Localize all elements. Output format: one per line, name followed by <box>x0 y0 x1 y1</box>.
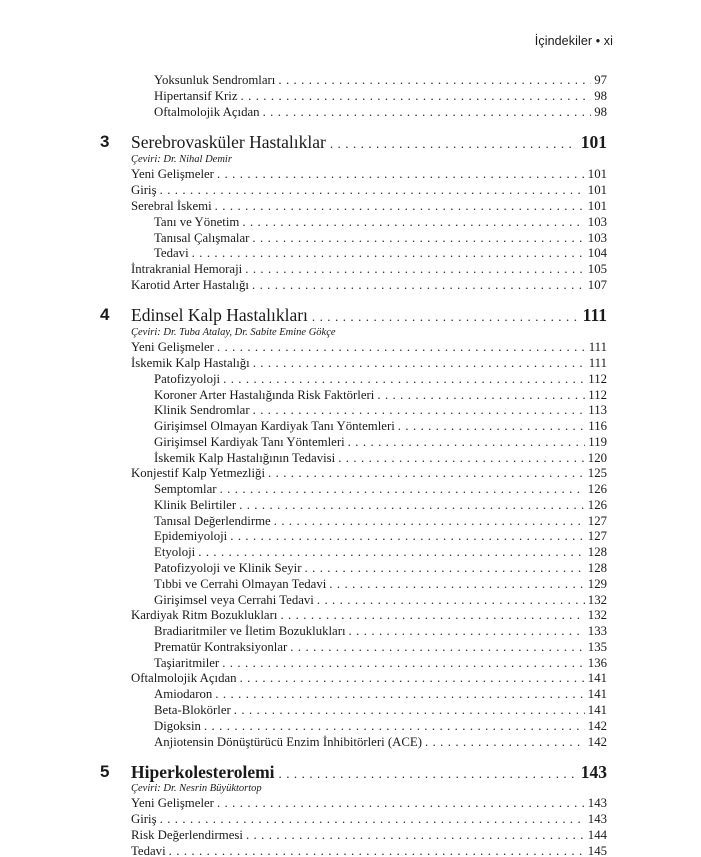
toc-entry-page: 116 <box>588 419 607 433</box>
toc-entry-page: 145 <box>587 844 607 857</box>
dot-leader <box>245 261 585 277</box>
dot-leader <box>217 795 585 811</box>
toc-entry-title: İntrakranial Hemoraji <box>131 262 243 276</box>
toc-entry <box>154 104 607 120</box>
chapter-title-row <box>131 304 607 326</box>
toc-entry <box>154 639 607 655</box>
toc-entry <box>154 528 607 544</box>
dot-leader <box>222 655 585 671</box>
toc-entry <box>154 387 607 403</box>
toc-entry <box>154 592 607 608</box>
dot-leader <box>204 718 585 734</box>
toc-entry <box>131 277 607 293</box>
toc-entry <box>154 481 607 497</box>
dot-leader <box>217 166 585 182</box>
toc-entry-title: Serebral İskemi <box>131 199 212 213</box>
toc-entry-page: 143 <box>587 812 607 826</box>
toc-entry <box>154 513 607 529</box>
toc-entry <box>154 702 607 718</box>
toc-entry-page: 103 <box>587 215 607 229</box>
dot-leader <box>241 88 592 104</box>
toc-entry-page: 112 <box>588 388 607 402</box>
toc-entry-page: 133 <box>587 624 607 638</box>
toc-entry <box>131 166 607 182</box>
toc-entry-page: 101 <box>587 167 607 181</box>
dot-leader <box>398 418 585 434</box>
dot-leader <box>253 402 586 418</box>
toc-entry-title: Patofizyoloji <box>154 372 221 386</box>
toc-entry-title: Girişimsel Olmayan Kardiyak Tanı Yöntemleri <box>154 419 395 433</box>
toc-entry-title: Yeni Gelişmeler <box>131 167 214 181</box>
dot-leader <box>223 371 585 387</box>
toc-entry-page: 141 <box>587 687 607 701</box>
chapter-translator: Çeviri: Dr. Tuba Atalay, Dr. Sabite Emine Gökçe <box>131 327 336 338</box>
toc-entry-page: 136 <box>587 656 607 670</box>
toc-entry-title: Epidemiyoloji <box>154 529 228 543</box>
dot-leader <box>160 811 585 827</box>
toc-entry-title: Girişimsel Kardiyak Tanı Yöntemleri <box>154 435 345 449</box>
dot-leader <box>278 72 591 88</box>
toc-entry-page: 103 <box>587 231 607 245</box>
dot-leader <box>169 843 585 857</box>
toc-entry-title: Tanısal Değerlendirme <box>154 514 271 528</box>
toc-entry-title: Semptomlar <box>154 482 217 496</box>
dot-leader <box>290 639 585 655</box>
dot-leader <box>234 702 585 718</box>
chapter-number: 4 <box>100 305 110 324</box>
toc-entry-page: 126 <box>587 482 607 496</box>
toc-entry <box>154 245 607 261</box>
toc-entry-page: 111 <box>588 340 607 354</box>
dot-leader <box>329 576 585 592</box>
toc-entry <box>154 402 607 418</box>
toc-entry-page: 113 <box>588 403 607 417</box>
dot-leader <box>274 513 585 529</box>
toc-entry-title: İskemik Kalp Hastalığı <box>131 356 250 370</box>
toc-entry-title: Oftalmolojik Açıdan <box>131 671 237 685</box>
dot-leader <box>263 104 592 120</box>
toc-entry-page: 132 <box>587 608 607 622</box>
toc-entry-page: 143 <box>587 796 607 810</box>
toc-entry-page: 98 <box>594 89 607 103</box>
toc-entry-title: Konjestif Kalp Yetmezliği <box>131 466 265 480</box>
toc-entry-page: 104 <box>587 246 607 260</box>
toc-entry-title: Oftalmolojik Açıdan <box>154 105 260 119</box>
toc-entry-page: 126 <box>587 498 607 512</box>
toc-entry-title: Tıbbi ve Cerrahi Olmayan Tedavi <box>154 577 327 591</box>
toc-entry-page: 127 <box>587 514 607 528</box>
toc-entry-title: Yoksunluk Sendromları <box>154 73 276 87</box>
toc-entry-page: 98 <box>594 105 607 119</box>
toc-entry-page: 111 <box>588 356 607 370</box>
dot-leader <box>312 306 579 328</box>
dot-leader <box>330 133 577 155</box>
toc-entry-page: 132 <box>587 593 607 607</box>
dot-leader <box>317 592 585 608</box>
dot-leader <box>253 355 586 371</box>
chapter-title: Serebrovasküler Hastalıklar <box>131 132 326 152</box>
toc-entry-page: 142 <box>587 735 607 749</box>
dot-leader <box>217 339 586 355</box>
toc-entry-title: Tanı ve Yönetim <box>154 215 240 229</box>
toc-entry <box>154 371 607 387</box>
chapter-page: 143 <box>580 762 607 782</box>
toc-entry <box>154 544 607 560</box>
chapter-page: 111 <box>582 305 607 325</box>
toc-entry <box>154 576 607 592</box>
toc-entry-title: Tedavi <box>154 246 189 260</box>
toc-entry-page: 107 <box>587 278 607 292</box>
dot-leader <box>198 544 585 560</box>
chapter-number: 5 <box>100 762 110 781</box>
dot-leader <box>160 182 585 198</box>
toc-entry-title: Yeni Gelişmeler <box>131 340 214 354</box>
toc-entry-title: Kardiyak Ritm Bozuklukları <box>131 608 278 622</box>
toc-entry-page: 120 <box>587 451 607 465</box>
chapter-translator: Çeviri: Dr. Nesrin Büyüktortop <box>131 783 262 794</box>
dot-leader <box>242 214 584 230</box>
toc-entry-title: Giriş <box>131 183 157 197</box>
toc-entry <box>154 434 607 450</box>
toc-entry-page: 119 <box>588 435 607 449</box>
toc-entry <box>131 607 607 623</box>
toc-entry <box>154 623 607 639</box>
toc-entry <box>131 355 607 371</box>
toc-entry-title: Karotid Arter Hastalığı <box>131 278 249 292</box>
dot-leader <box>246 827 585 843</box>
toc-entry <box>154 230 607 246</box>
toc-entry <box>154 655 607 671</box>
running-header: İçindekiler • xi <box>534 34 613 48</box>
dot-leader <box>279 763 577 785</box>
toc-entry-title: Beta-Blokörler <box>154 703 231 717</box>
toc-entry <box>131 795 607 811</box>
toc-entry <box>154 450 607 466</box>
toc-entry <box>131 843 607 857</box>
toc-entry <box>154 72 607 88</box>
toc-entry-page: 105 <box>587 262 607 276</box>
toc-entry-title: Yeni Gelişmeler <box>131 796 214 810</box>
dot-leader <box>220 481 585 497</box>
toc-entry-title: Patofizyoloji ve Klinik Seyir <box>154 561 302 575</box>
chapter-title: Hiperkolesterolemi <box>131 762 275 782</box>
toc-entry-page: 128 <box>587 561 607 575</box>
chapter-number: 3 <box>100 132 110 151</box>
dot-leader <box>348 434 586 450</box>
toc-entry-page: 127 <box>587 529 607 543</box>
toc-entry-page: 97 <box>594 73 607 87</box>
dot-leader <box>280 607 584 623</box>
dot-leader <box>240 670 585 686</box>
toc-entry-title: Etyoloji <box>154 545 196 559</box>
dot-leader <box>252 230 584 246</box>
toc-entry <box>154 418 607 434</box>
toc-entry <box>131 339 607 355</box>
toc-entry <box>154 560 607 576</box>
toc-entry-title: Klinik Sendromlar <box>154 403 250 417</box>
toc-entry-page: 144 <box>587 828 607 842</box>
chapter-title: Edinsel Kalp Hastalıkları <box>131 305 308 325</box>
chapter-title-row <box>131 761 607 783</box>
dot-leader <box>349 623 585 639</box>
dot-leader <box>338 450 585 466</box>
chapter-translator: Çeviri: Dr. Nihal Demir <box>131 154 232 165</box>
toc-entry-title: Klinik Belirtiler <box>154 498 237 512</box>
toc-entry-page: 141 <box>587 671 607 685</box>
chapter-page: 101 <box>580 132 607 152</box>
toc-entry <box>131 182 607 198</box>
toc-entry-page: 112 <box>588 372 607 386</box>
dot-leader <box>425 734 585 750</box>
toc-entry <box>154 88 607 104</box>
toc-entry-page: 129 <box>587 577 607 591</box>
toc-entry-title: İskemik Kalp Hastalığının Tedavisi <box>154 451 336 465</box>
dot-leader <box>268 465 585 481</box>
toc-entry <box>131 465 607 481</box>
toc-entry <box>131 827 607 843</box>
chapter-title-row <box>131 131 607 153</box>
toc-entry-page: 125 <box>587 466 607 480</box>
dot-leader <box>192 245 585 261</box>
dot-leader <box>215 686 585 702</box>
dot-leader <box>377 387 585 403</box>
toc-entry <box>154 718 607 734</box>
toc-entry-title: Prematür Kontraksiyonlar <box>154 640 288 654</box>
toc-entry <box>131 261 607 277</box>
toc-entry <box>154 686 607 702</box>
toc-entry-title: Giriş <box>131 812 157 826</box>
dot-leader <box>239 497 585 513</box>
toc-entry-page: 128 <box>587 545 607 559</box>
toc-entry-page: 141 <box>587 703 607 717</box>
toc-entry-title: Koroner Arter Hastalığında Risk Faktörleri <box>154 388 375 402</box>
toc-entry <box>154 497 607 513</box>
dot-leader <box>252 277 585 293</box>
toc-entry <box>131 670 607 686</box>
toc-entry <box>154 734 607 750</box>
toc-entry-title: Tedavi <box>131 844 166 857</box>
toc-entry-page: 101 <box>587 199 607 213</box>
toc-entry-title: Hipertansif Kriz <box>154 89 238 103</box>
dot-leader <box>215 198 585 214</box>
dot-leader <box>230 528 585 544</box>
dot-leader <box>305 560 585 576</box>
toc-entry-title: Girişimsel veya Cerrahi Tedavi <box>154 593 314 607</box>
toc-entry-title: Digoksin <box>154 719 201 733</box>
toc-entry-page: 142 <box>587 719 607 733</box>
toc-entry-page: 101 <box>587 183 607 197</box>
toc-entry-title: Anjiotensin Dönüştürücü Enzim İnhibitörleri (ACE) <box>154 735 422 749</box>
toc-entry-title: Amiodaron <box>154 687 213 701</box>
toc-entry <box>131 811 607 827</box>
toc-entry <box>131 198 607 214</box>
toc-entry-title: Risk Değerlendirmesi <box>131 828 243 842</box>
toc-entry-title: Taşiaritmiler <box>154 656 220 670</box>
toc-entry <box>154 214 607 230</box>
toc-entry-title: Bradiaritmiler ve İletim Bozuklukları <box>154 624 346 638</box>
toc-entry-title: Tanısal Çalışmalar <box>154 231 250 245</box>
toc-entry-page: 135 <box>587 640 607 654</box>
